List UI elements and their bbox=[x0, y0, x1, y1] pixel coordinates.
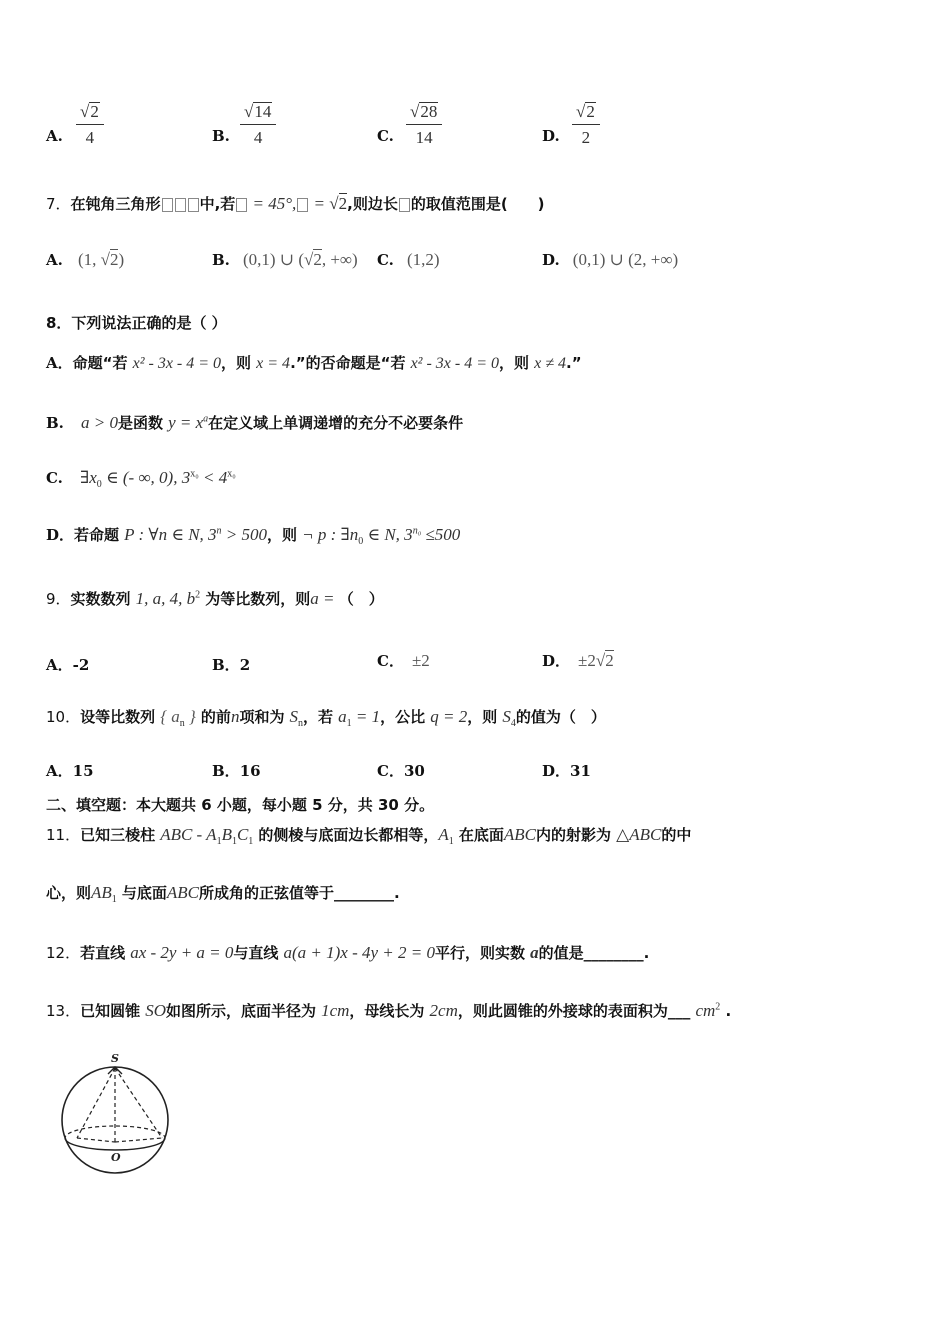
q7-option-c: C. (1,2) bbox=[377, 250, 440, 269]
q10-stem: 10．设等比数列 { $a_n$ } 的前n项和为 $S_n$，若 $a_1 = 1$，公比 q = 2，则 $S_4$的值为（ ） bbox=[46, 707, 606, 730]
q8-option-c: C. $\exists x_0$ ∈ (- ∞, 0), $3^{x_0} < 4^{x_0}$ bbox=[46, 468, 236, 491]
q6-option-d-value: √ 2 2 bbox=[572, 102, 600, 148]
q6-option-a-label: A. bbox=[46, 127, 63, 145]
q9-option-a: A．-2 bbox=[46, 656, 90, 674]
q7-stem: 7．在钝角三角形 中,若 = 45°, = √2,则边长 的取值范围是( ) bbox=[46, 194, 545, 213]
q6-option-b-label: B. bbox=[212, 127, 230, 145]
q6-option-b-value: √ 14 4 bbox=[240, 102, 276, 148]
q6-option-c-value: √ 28 14 bbox=[406, 102, 442, 148]
q13-stem: 13．已知圆锥 SO如图所示，底面半径为 1cm，母线长为 2cm，则此圆锥的外接球的表面积为___ $cm^2$ . bbox=[46, 1001, 732, 1020]
cone-sphere-figure bbox=[50, 1050, 180, 1180]
q6-option-c-label: C. bbox=[377, 127, 394, 145]
q7-option-b: B. (0,1) ∪ (√2, +∞) bbox=[212, 250, 358, 269]
placeholder-icon bbox=[175, 198, 186, 212]
placeholder-icon bbox=[236, 198, 247, 212]
q8-stem: 8．下列说法正确的是（ ） bbox=[46, 314, 227, 332]
cone-radius-left bbox=[77, 1138, 115, 1142]
q9-option-c: C． ±2 bbox=[377, 651, 430, 670]
section-heading: 二、填空题：本大题共 6 小题，每小题 5 分，共 30 分。 bbox=[46, 796, 435, 814]
q12-stem: 12．若直线 ax - 2y + a = 0与直线 a(a + 1)x - 4y + 2 = 0平行，则实数 a的值是________. bbox=[46, 943, 650, 962]
q6-option-a-value: √ 2 4 bbox=[76, 102, 104, 148]
placeholder-icon bbox=[297, 198, 308, 212]
q10-option-c: C．30 bbox=[377, 762, 425, 780]
q11-stem-line2: 心，则$AB_1$ 与底面ABC所成角的正弦值等于________. bbox=[46, 883, 400, 906]
q8-option-a: A．命题“若 x² - 3x - 4 = 0，则 x = 4.”的否命题是“若 x² - 3x - 4 = 0，则 x ≠ 4.” bbox=[46, 354, 582, 372]
placeholder-icon bbox=[399, 198, 410, 212]
q9-option-d: D． ±2√2 bbox=[542, 651, 614, 670]
q6-option-d-label: D. bbox=[542, 127, 560, 145]
q8-option-d: D．若命题 P : ∀n ∈ N, $3^n > 500$，则 ¬ p : $\exists n_0$ ∈ N, $3^{n_0} \le 500$ bbox=[46, 525, 461, 548]
q10-option-d: D．31 bbox=[542, 762, 591, 780]
placeholder-icon bbox=[188, 198, 199, 212]
q10-option-b: B．16 bbox=[212, 762, 261, 780]
q6-options bbox=[0, 100, 950, 160]
q7-option-d: D. (0,1) ∪ (2, +∞) bbox=[542, 250, 679, 269]
center-label: O bbox=[111, 1151, 121, 1164]
cone-radius bbox=[115, 1138, 162, 1142]
placeholder-icon bbox=[162, 198, 173, 212]
q9-option-b: B．2 bbox=[212, 656, 251, 674]
q11-stem-line1: 11．已知三棱柱 ABC - $A_1B_1C_1$ 的侧棱与底面边长都相等，$A_1$ 在底面ABC内的射影为 △ABC的中 bbox=[46, 825, 692, 848]
q7-option-a: A. (1, √2) bbox=[46, 250, 125, 269]
q8-option-b: B. a > 0是函数 $y = x^a$在定义域上单调递增的充分不必要条件 bbox=[46, 413, 464, 432]
apex-label: S bbox=[111, 1052, 119, 1065]
q9-stem: 9．实数数列 1, a, 4, $b^2$ 为等比数列，则a = （ ） bbox=[46, 589, 384, 608]
q10-option-a: A．15 bbox=[46, 762, 94, 780]
